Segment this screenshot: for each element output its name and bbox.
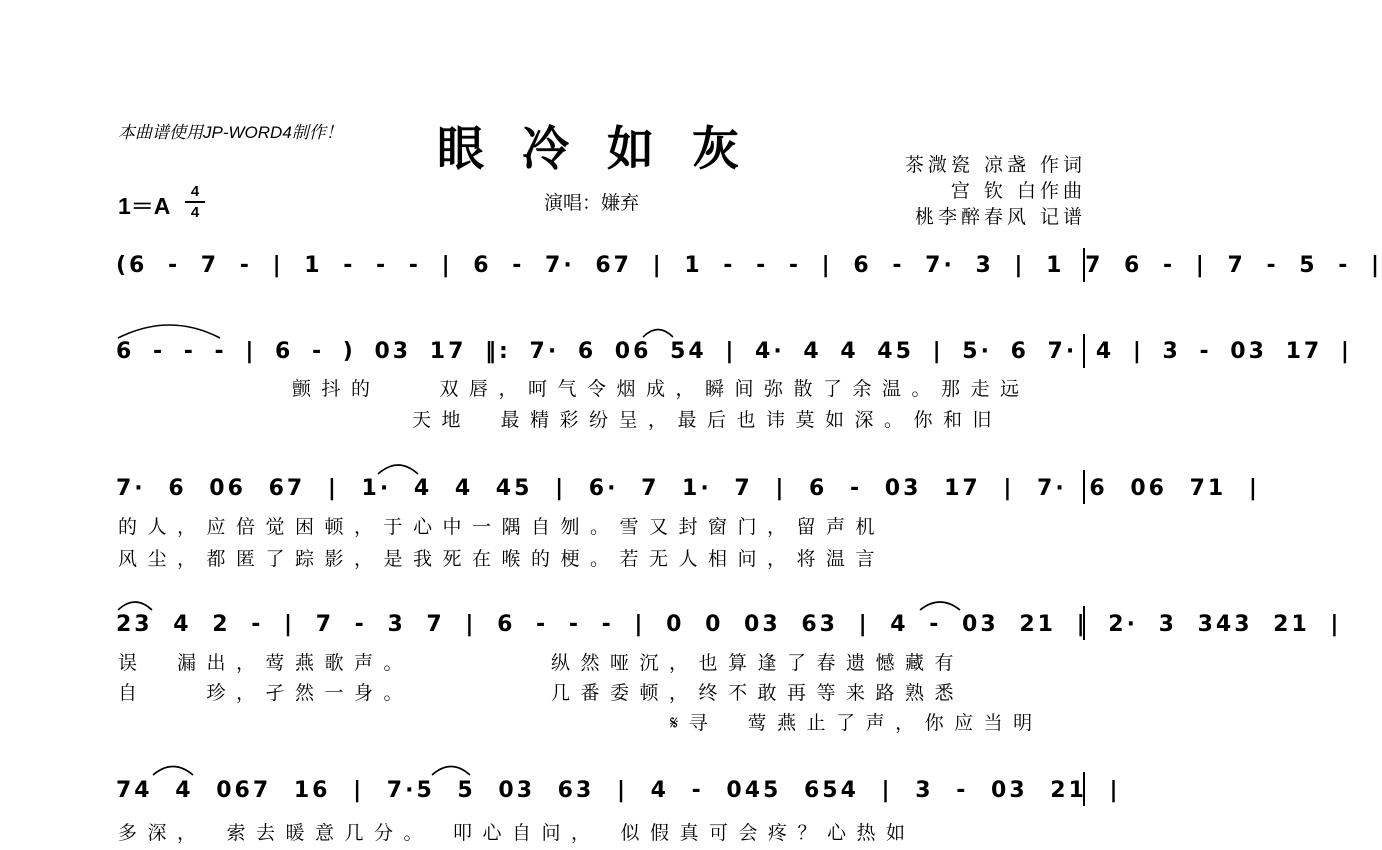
score-line-4: 23 4 2 - | 7 - 3 7 | 6 - - - | 0 0 03 63 | 4 - 03 21 | 2· 3 343 21 |: [116, 612, 1342, 637]
lyric-line-4-verse-3: 𝄋寻 莺燕止了声，你应当明: [670, 712, 1043, 734]
slur-line-4a: [118, 602, 152, 610]
lyric-line-3-verse-1: 的人，应倍觉困顿，于心中一隅自刎。雪又封窗门，留声机: [118, 516, 886, 538]
lyric-line-4-verse-1: 误 漏出，莺燕歌声。 纵然哑沉，也算逢了春遗憾藏有: [118, 652, 965, 674]
time-signature-top: 4: [190, 183, 200, 200]
lyric-line-2-verse-2: 天地 最精彩纷呈，最后也讳莫如深。你和旧: [412, 409, 1003, 431]
score-line-1: (6 - 7 - | 1 - - - | 6 - 7· 67 | 1 - - - | 6 - 7· 3 | 1 7 6 - | 7 - 5 - |: [116, 253, 1382, 278]
singer-credit: 演唱：嫌弃: [544, 192, 640, 214]
time-signature-bottom: 4: [190, 204, 200, 221]
transcriber-credit: 桃李醉春风 记谱: [914, 206, 1086, 228]
lyric-line-5-verse-1: 多深， 索去暖意几分。 叩心自问， 似假真可会疼？心热如: [118, 822, 916, 844]
song-title: 眼冷如灰: [437, 122, 777, 177]
slur-line-5a: [153, 767, 193, 776]
slur-line-3: [378, 465, 418, 474]
score-line-3: 7· 6 06 67 | 1· 4 4 45 | 6· 7 1· 7 | 6 - 03 17 | 7· 6 06 71 |: [116, 476, 1260, 501]
score-line-5: 74 4 067 16 | 7·5 5 03 63 | 4 - 045 654 | 3 - 03 21 |: [116, 778, 1121, 803]
slur-line-5b: [432, 767, 470, 776]
lyric-line-4-verse-2: 自 珍，孑然一身。 几番委顿，终不敢再等来路熟悉: [118, 682, 965, 704]
key-signature: 1＝A: [118, 193, 171, 219]
watermark-text: 本曲谱使用JP-WORD4制作！: [118, 123, 343, 142]
lyric-line-3-verse-2: 风尘，都匿了踪影，是我死在喉的梗。若无人相问，将温言: [118, 548, 886, 570]
score-line-2: 6 - - - | 6 - ) 03 17 ‖: 7· 6 06 54 | 4· 4 4 45 | 5· 6 7· 4 | 3 - 03 17 |: [116, 339, 1352, 364]
slur-line-2: [118, 325, 220, 338]
lyricist-credit: 茶溦瓷 凉盏 作词: [904, 154, 1086, 176]
composer-credit: 宫 钦 白作曲: [950, 180, 1086, 202]
lyric-line-2-verse-1: 颤抖的 双唇，呵气令烟成，瞬间弥散了余温。那走远: [292, 378, 1030, 400]
slur-line-2b: [643, 330, 673, 338]
slur-line-4b: [920, 602, 960, 610]
